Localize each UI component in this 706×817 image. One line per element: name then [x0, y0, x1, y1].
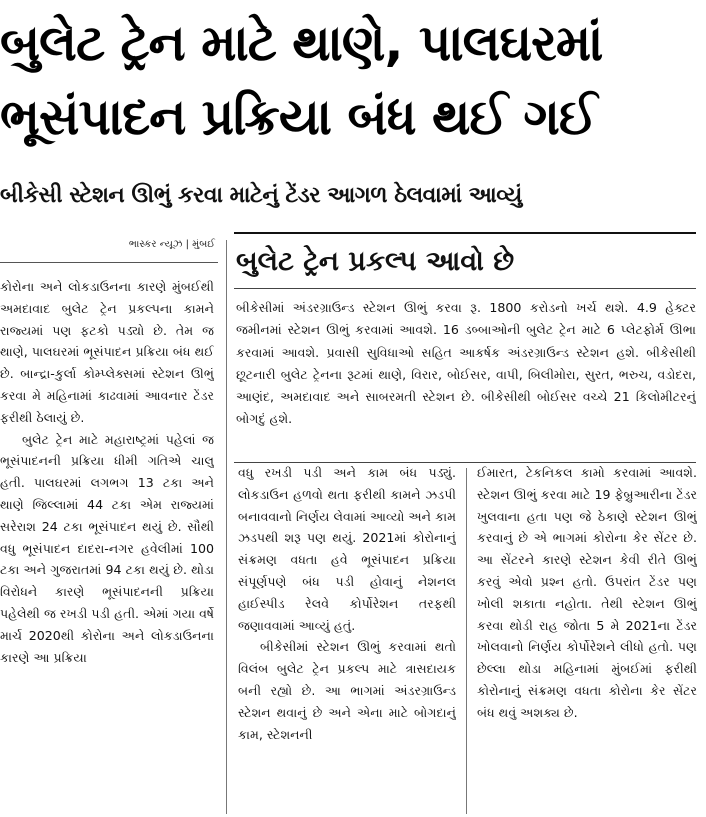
column-divider: [466, 468, 467, 814]
article-column-right: [477, 462, 697, 812]
byline: ભાસ્કર ન્યૂઝ | મુંબઈ: [128, 239, 215, 250]
info-box-title: બુલેટ ટ્રેન પ્રકલ્પ આવો છે: [236, 246, 515, 277]
article-paragraph: વધુ રખડી પડી અને કામ બંધ પડ્યું. લોકડાઉન હળવો થતા ફરીથી કામને ઝડપી બનાવવાનો નિર્ણય લેવામાં આવ્યો અને કામ ઝડપથી શરૂ પણ થયું. 2021માં કોરોનાનું સંક્રમણ વધતા હવે ભૂસંપાદન પ્રક્રિયા સંપૂર્ણપણે બંધ પડી હોવાનું નેશનલ હાઈસ્પીડ રેલવે કોર્પોરેશન તરફથી જણાવવામાં આવ્યું હતું.: [238, 465, 456, 633]
headline-line-2: ભૂસંપાદન પ્રક્રિયા બંધ થઈ ગઈ: [0, 88, 597, 146]
byline-rule: [0, 262, 218, 263]
info-box-paragraph: બીકેસીમાં અંડરગ્રાઉન્ડ સ્ટેશન ઊભું કરવા રૂ. 1800 કરોડનો ખર્ચ થશે. 4.9 હેક્ટર જમીનમાં સ્ટેશન ઊભું કરવામાં આવશે. 16 ડબ્બાઓની બુલેટ ટ્રેન માટે 6 પ્લેટફોર્મ ઊભા કરવામાં આવશે. પ્રવાસી સુવિધાઓ સહિત આકર્ષક અંડરગ્રાઉન્ડ સ્ટેશન હશે. બીકેસીથી છૂટનારી બુલેટ ટ્રેનના રૂટમાં થાણે, વિરાર, બોઈસર, વાપી, બિલીમોરા, સુરત, ભરુચ, વડોદરા, આણંદ, અમદાવાદ અને સાબરમતી સ્ટેશન છે. બીકેસીથી બોઈસર વચ્ચે 21 કિલોમીટરનું બોગદું હશે.: [236, 300, 696, 427]
info-box-body: [236, 297, 696, 455]
info-box-title-rule: [234, 288, 696, 289]
article-paragraph: કોરોના અને લોકડાઉનના કારણે મુંબઈથી અમદાવાદ બુલેટ ટ્રેન પ્રકલ્પના કામને રાજ્યમાં પણ ફટકો પડ્યો છે. તેમ જ થાણે, પાલઘરમાં ભૂસંપાદન પ્રક્રિયા બંધ થઈ છે. બાન્દ્રા-કુર્લા કોમ્પ્લેક્સમાં સ્ટેશન ઊભું કરવા મે મહિનામાં કાઢવામાં આવનાર ટેંડર ફરીથી ઠેલાયું છે.: [0, 279, 214, 425]
headline-line-1: બુલેટ ટ્રેન માટે થાણે, પાલઘરમાં: [0, 14, 603, 72]
headline: [0, 6, 706, 154]
article-column-left: [0, 276, 214, 814]
article-paragraph: બુલેટ ટ્રેન માટે મહારાષ્ટ્રમાં પહેલાં જ ભૂસંપાદનની પ્રક્રિયા ધીમી ગતિએ ચાલુ હતી. પાલઘરમાં લગભગ 13 ટકા અને થાણે જિલ્લામાં 44 ટકા એમ રાજ્યમાં સરેરાશ 24 ટકા ભૂસંપાદન થયું છે. સૌથી વધુ ભૂસંપાદન દાદરા-નગર હવેલીમાં 100 ટકા અને ગુજરાતમાં 94 ટકા થયું છે. થોડા વિરોધને કારણે ભૂસંપાદનની પ્રક્રિયા પહેલેથી જ રખડી પડી હતી. એમાં ગયા વર્ષે માર્ચ 2020થી કોરોના અને લોકડાઉનના કારણે આ પ્રક્રિયા: [0, 431, 214, 665]
article-paragraph: ઈમારત, ટેકનિકલ કામો કરવામાં આવશે. સ્ટેશન ઊભું કરવા માટે 19 ફેબ્રુઆરીના ટેંડર ખુલવાના હતા પણ જે ઠેકાણે સ્ટેશન ઊભું કરવાનું છે એ ભાગમાં કોરોના કેર સેંટર છે. આ સેંટરને કારણે સ્ટેશન કેવી રીતે ઊભું કરવું એવો પ્રશ્ન હતો. ઉપરાંત ટેંડર પણ ખોલી શકાતા નહોતા. તેથી સ્ટેશન ઊભું કરવા થોડી રાહ જોતા 5 મે 2021ના ટેંડર ખોલવાનો નિર્ણય કોર્પોરેશને લીધો હતો. પણ છેલ્લા થોડા મહિનામાં મુંબઈમાં ફરીથી કોરોનાનું સંક્રમણ વધતા કોરોના કેર સેંટર બંધ થવું અશક્ય છે.: [477, 465, 697, 720]
column-divider: [226, 240, 227, 814]
subheadline: બીકેસી સ્ટેશન ઊભું કરવા માટેનું ટેંડર આગળ ઠેલવામાં આવ્યું: [0, 183, 522, 208]
article-paragraph: બીકેસીમાં સ્ટેશન ઊભું કરવામાં થતો વિલંબ બુલેટ ટ્રેન પ્રકલ્પ માટે ત્રાસદાયક બની રહ્યો છે. આ ભાગમાં અંડરગ્રાઉન્ડ સ્ટેશન થવાનું છે અને એના માટે બોગદાનું કામ, સ્ટેશનની: [238, 639, 456, 742]
info-box-top-rule: [234, 232, 696, 234]
article-column-middle: [238, 462, 456, 812]
